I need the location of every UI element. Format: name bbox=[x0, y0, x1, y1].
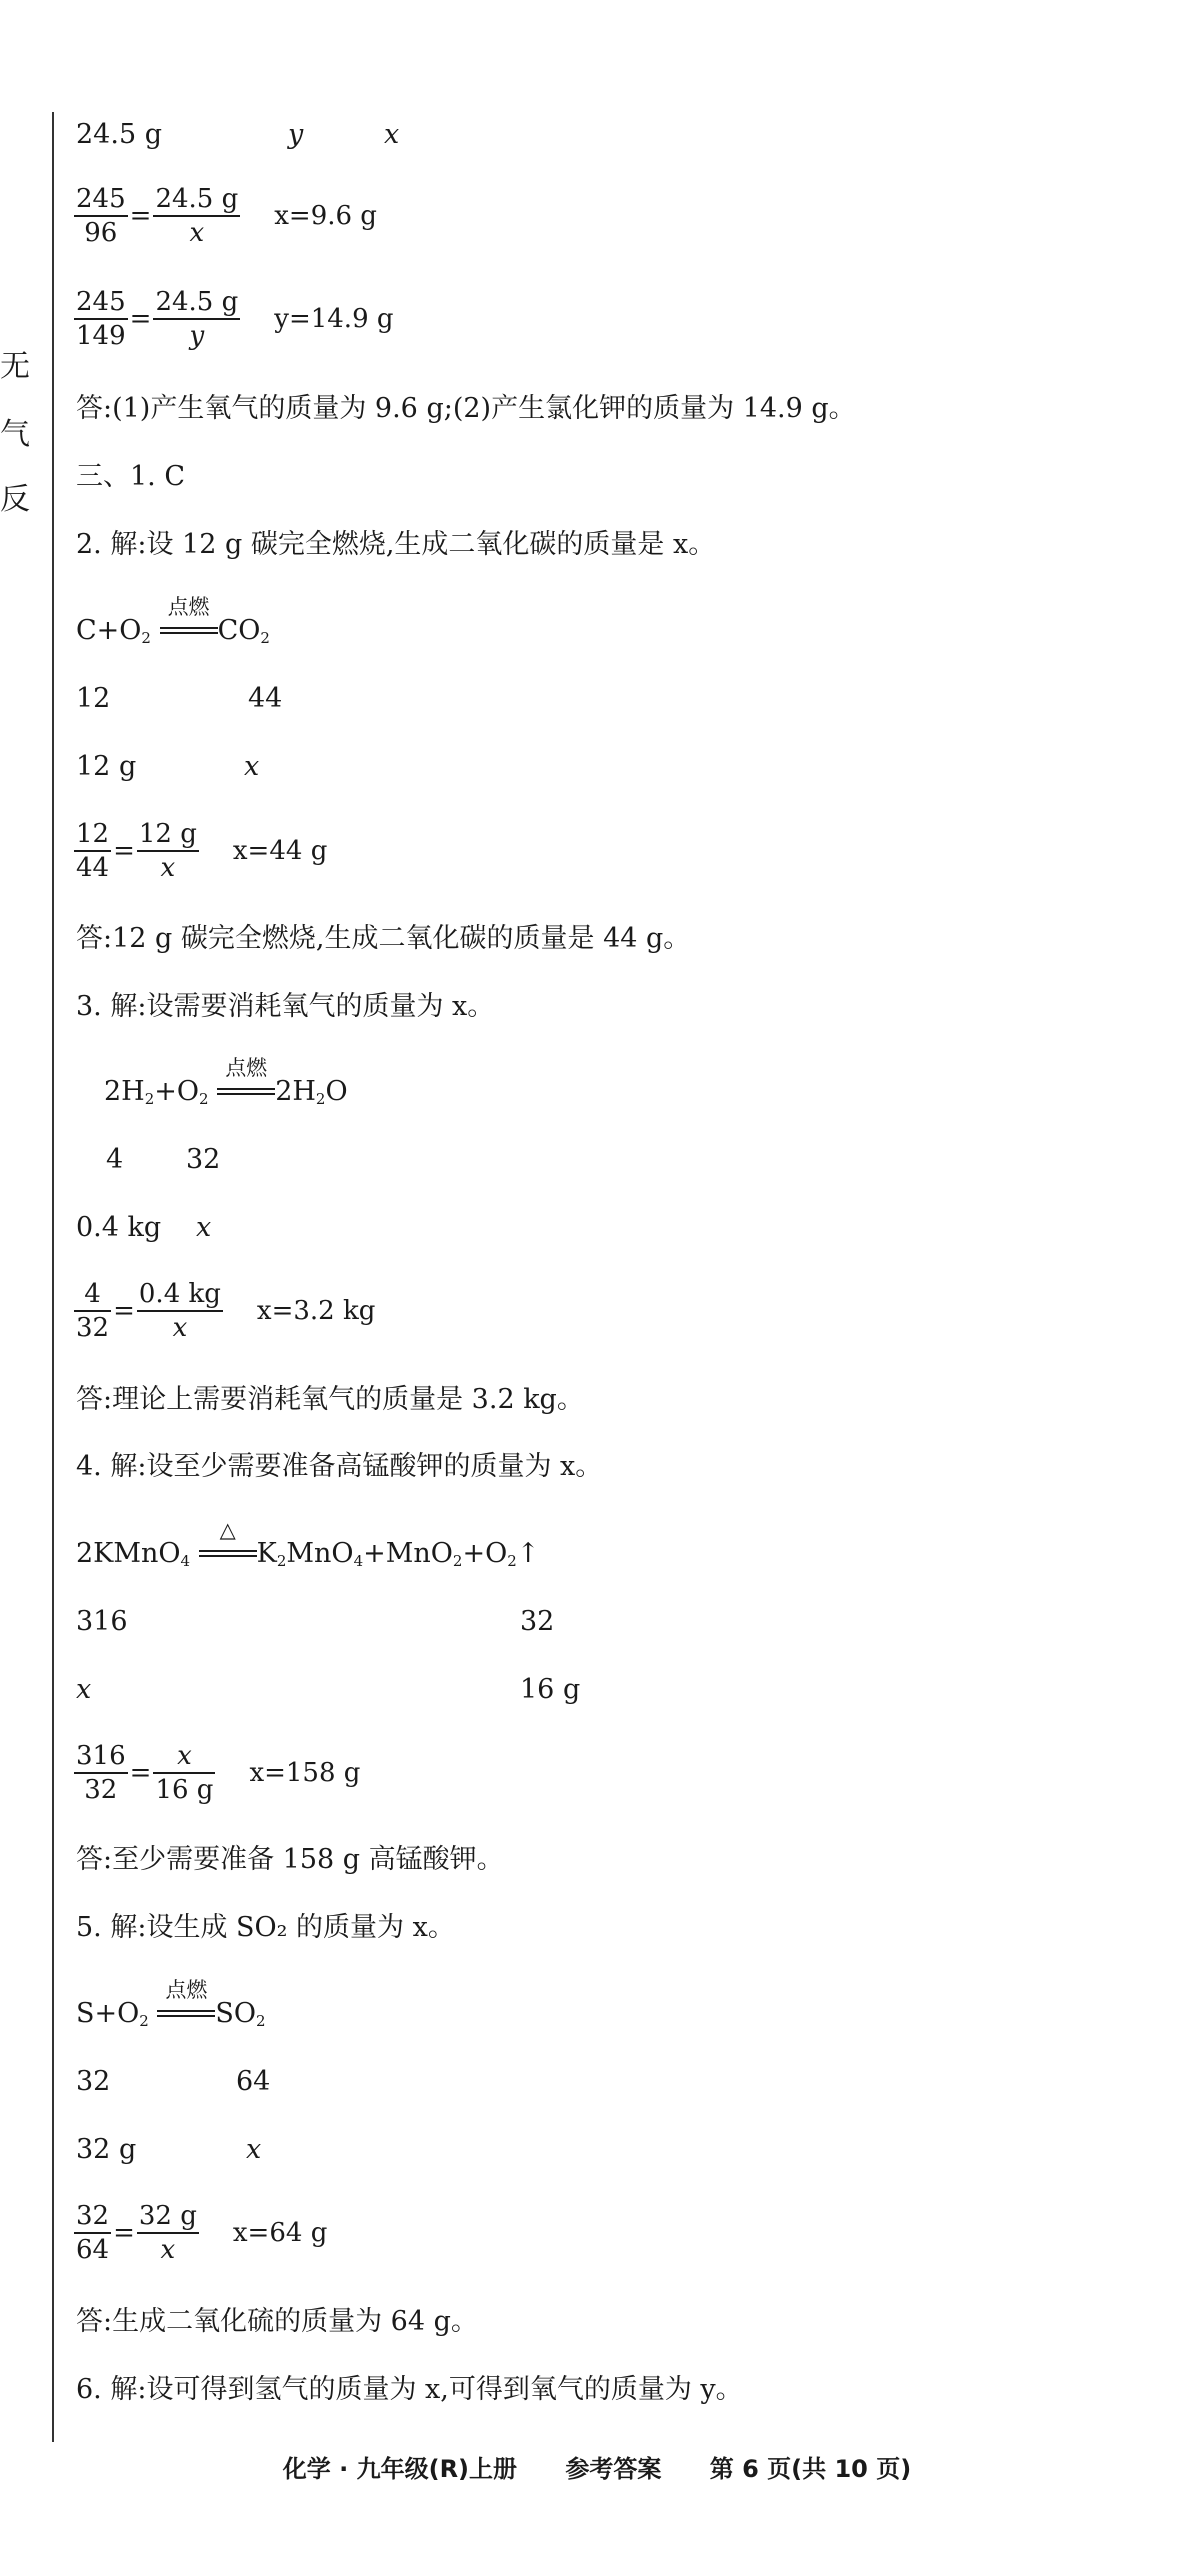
side-fragment-1: 无 bbox=[0, 349, 30, 384]
ratio-row: 12 44 bbox=[76, 683, 283, 714]
ratio-row: 32 64 bbox=[76, 2066, 271, 2097]
proportion-equation: $\frac{316}{32}$ = $\frac{x}{16 g}$ x=158 g bbox=[76, 1741, 361, 1805]
mass-row: 24.5 g y x bbox=[76, 119, 400, 150]
proportion-equation: $\frac{12}{44}$ = $\frac{12 g}{x}$ x=44 g bbox=[76, 819, 328, 883]
mass-row: 0.4 kg x bbox=[76, 1212, 212, 1243]
problem-statement: 3. 解:设需要消耗氧气的质量为 x。 bbox=[76, 991, 495, 1022]
section-heading: 三、1. C bbox=[76, 461, 186, 492]
footer-title: 化学 · 九年级(R)上册 bbox=[282, 2455, 518, 2483]
answer-line: 答:理论上需要消耗氧气的质量是 3.2 kg。 bbox=[76, 1384, 584, 1415]
margin-line bbox=[52, 112, 54, 2442]
answer-line: 答:12 g 碳完全燃烧,生成二氧化碳的质量是 44 g。 bbox=[76, 923, 691, 954]
mass-row: 12 g x bbox=[76, 751, 260, 782]
chemical-equation: $C+O_2$ 点燃 $CO_2$ bbox=[76, 595, 270, 647]
mass-row: 32 g x bbox=[76, 2134, 262, 2165]
answer-line: 答:生成二氧化硫的质量为 64 g。 bbox=[76, 2306, 478, 2337]
proportion-equation: $\frac{245}{96}$ = $\frac{24.5 g}{x}$ x=9.6 g bbox=[76, 184, 377, 248]
ratio-row: 316 32 bbox=[76, 1606, 555, 1637]
chemical-equation: $2H_2+O_2$ 点燃 $2H_2O$ bbox=[104, 1056, 348, 1108]
ratio-row: 4 32 bbox=[106, 1144, 221, 1175]
answer-line: 答:至少需要准备 158 g 高锰酸钾。 bbox=[76, 1844, 504, 1875]
problem-statement: 6. 解:设可得到氢气的质量为 x,可得到氧气的质量为 y。 bbox=[76, 2374, 743, 2405]
side-fragment-3: 反 bbox=[0, 482, 30, 517]
chemical-equation: 2KMnO$_4$ △ $K_2MnO_4+MnO_2+O_2↑$ bbox=[76, 1518, 540, 1570]
page-number: 第 6 页(共 10 页) bbox=[709, 2455, 912, 2483]
answer-line: 答:(1)产生氧气的质量为 9.6 g;(2)产生氯化钾的质量为 14.9 g。 bbox=[76, 393, 856, 424]
chemical-equation: $S+O_2$ 点燃 $SO_2$ bbox=[76, 1978, 266, 2030]
problem-statement: 2. 解:设 12 g 碳完全燃烧,生成二氧化碳的质量是 x。 bbox=[76, 529, 716, 560]
footer-label: 参考答案 bbox=[565, 2455, 662, 2483]
reaction-condition: 点燃 bbox=[167, 595, 210, 619]
proportion-equation: $\frac{245}{149}$ = $\frac{24.5 g}{y}$ y=14.9 g bbox=[76, 287, 394, 351]
problem-statement: 4. 解:设至少需要准备高锰酸钾的质量为 x。 bbox=[76, 1451, 603, 1482]
problem-statement: 5. 解:设生成 SO₂ 的质量为 x。 bbox=[76, 1912, 455, 1943]
reaction-condition: 点燃 bbox=[165, 1978, 208, 2002]
page-footer bbox=[0, 2454, 1194, 2484]
reaction-condition: 点燃 bbox=[225, 1056, 268, 1080]
side-fragment-2: 气 bbox=[0, 417, 30, 452]
mass-row: x 16 g bbox=[76, 1674, 581, 1705]
proportion-equation: $\frac{4}{32}$ = $\frac{0.4 kg}{x}$ x=3.2 kg bbox=[76, 1279, 376, 1343]
reaction-condition: △ bbox=[219, 1518, 236, 1542]
proportion-equation: $\frac{32}{64}$ = $\frac{32 g}{x}$ x=64 g bbox=[76, 2201, 328, 2265]
